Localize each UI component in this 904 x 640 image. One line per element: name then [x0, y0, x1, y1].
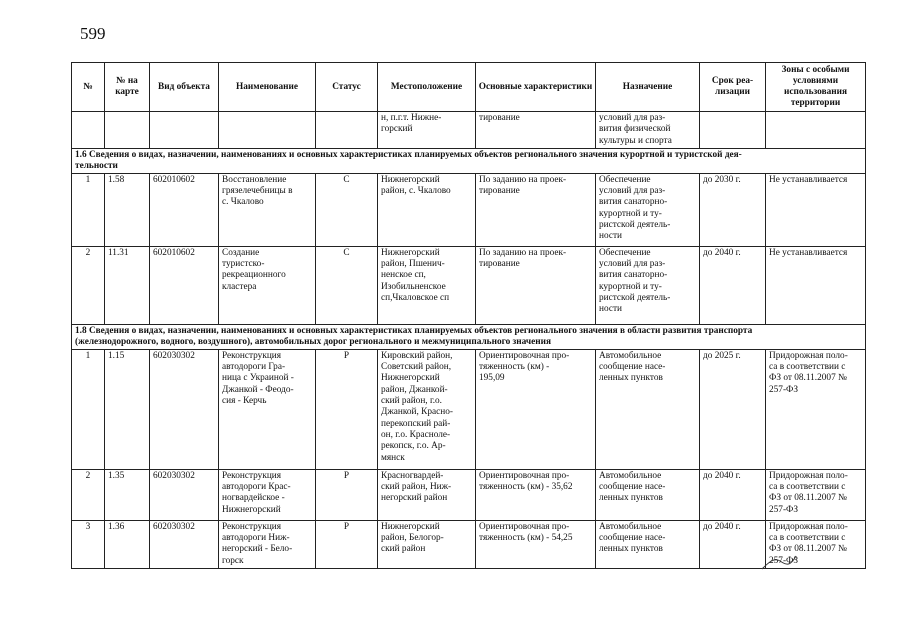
cell-object-type: 602030302: [150, 520, 219, 568]
cell-characteristics: Ориентировочная про- тяженность (км) - 195,09: [476, 349, 596, 469]
cell-zones: Не устанавливается: [766, 173, 866, 246]
cell-location: Нижнегорский район, с. Чкалово: [378, 173, 476, 246]
header-object-type: Вид объекта: [150, 63, 219, 112]
cell-status: Р: [316, 520, 378, 568]
header-status: Статус: [316, 63, 378, 112]
cell-location: н, п.г.т. Нижне- горский: [378, 112, 476, 149]
cell-name: Реконструкция автодороги Ниж- негорский - Бело- горск: [219, 520, 316, 568]
cell-object-type: 602030302: [150, 349, 219, 469]
table-row: [72, 246, 866, 324]
header-purpose: Назначение: [596, 63, 700, 112]
header-location: Местоположение: [378, 63, 476, 112]
section-title: 1.6 Сведения о видах, назначении, наименованиях и основных характеристиках планируемых объектов регионального значения курортной и туристской дея- тельности: [72, 148, 866, 173]
cell-purpose: Автомобильное сообщение насе- ленных пунктов: [596, 469, 700, 520]
cell-purpose: Обеспечение условий для раз- вития санаторно- курортной и ту- ристской деятель- ности: [596, 246, 700, 324]
cell-empty: [105, 112, 150, 149]
header-characteristics: Основные характеристики: [476, 63, 596, 112]
cell-zones: Придорожная поло- са в соответствии с ФЗ от 08.11.2007 № 257-ФЗ: [766, 349, 866, 469]
page-number: 599: [80, 24, 106, 43]
section-heading-row: [72, 324, 866, 349]
cell-map-no: 1.58: [105, 173, 150, 246]
cell-zones: Придорожная поло- са в соответствии с ФЗ от 08.11.2007 № 257-ФЗ: [766, 520, 866, 568]
section-heading-row: [72, 148, 866, 173]
cell-object-type: 602030302: [150, 469, 219, 520]
cell-num: 3: [72, 520, 105, 568]
cell-status: Р: [316, 349, 378, 469]
cell-name: Восстановление грязелечебницы в с. Чкалово: [219, 173, 316, 246]
cell-empty: [316, 112, 378, 149]
cell-object-type: 602010602: [150, 246, 219, 324]
table-row: [72, 469, 866, 520]
cell-num: 2: [72, 469, 105, 520]
cell-map-no: 11.31: [105, 246, 150, 324]
cell-num: 2: [72, 246, 105, 324]
cell-empty: [700, 112, 766, 149]
cell-term: до 2040 г.: [700, 246, 766, 324]
cell-status: С: [316, 173, 378, 246]
cell-empty: [219, 112, 316, 149]
cell-characteristics: По заданию на проек- тирование: [476, 173, 596, 246]
cell-status: С: [316, 246, 378, 324]
cell-term: до 2040 г.: [700, 469, 766, 520]
cell-empty: [150, 112, 219, 149]
planned-objects-table: [71, 62, 866, 569]
cell-characteristics: Ориентировочная про- тяженность (км) - 54,25: [476, 520, 596, 568]
cell-num: 1: [72, 349, 105, 469]
cell-characteristics: Ориентировочная про- тяженность (км) - 35,62: [476, 469, 596, 520]
cell-purpose: Обеспечение условий для раз- вития санаторно- курортной и ту- ристской деятель- ности: [596, 173, 700, 246]
header-map-no: № на карте: [105, 63, 150, 112]
cell-purpose: Автомобильное сообщение насе- ленных пунктов: [596, 349, 700, 469]
table-row: [72, 173, 866, 246]
cell-location: Нижнегорский район, Белогор- ский район: [378, 520, 476, 568]
cell-map-no: 1.36: [105, 520, 150, 568]
cell-characteristics: По заданию на проек- тирование: [476, 246, 596, 324]
cell-purpose: Автомобильное сообщение насе- ленных пунктов: [596, 520, 700, 568]
cell-characteristics: тирование: [476, 112, 596, 149]
cell-term: до 2025 г.: [700, 349, 766, 469]
cell-empty: [72, 112, 105, 149]
cell-map-no: 1.15: [105, 349, 150, 469]
table-row: [72, 520, 866, 568]
cell-location: Красногвардей- ский район, Ниж- негорский район: [378, 469, 476, 520]
cell-location: Нижнегорский район, Пшенич- ненское сп, Изобильненское сп,Чкаловское сп: [378, 246, 476, 324]
cell-name: Реконструкция автодороги Гра- ница с Украиной - Джанкой - Феодо- сия - Керчь: [219, 349, 316, 469]
header-zones: Зоны с особыми условиями использования территории: [766, 63, 866, 112]
cell-empty: [766, 112, 866, 149]
cell-term: до 2040 г.: [700, 520, 766, 568]
table-header-row: [72, 63, 866, 112]
table-row-continuation: [72, 112, 866, 149]
cell-location: Кировский район, Советский район, Нижнегорский район, Джанкой- ский район, г.о. Джанкой, Красно- перекопский рай- он, г.о. Красноле- рекопск, г.о. Ар- мянск: [378, 349, 476, 469]
cell-purpose: условий для раз- вития физической культуры и спорта: [596, 112, 700, 149]
header-name: Наименование: [219, 63, 316, 112]
cell-zones: Придорожная поло- са в соответствии с ФЗ от 08.11.2007 № 257-ФЗ: [766, 469, 866, 520]
cell-zones: Не устанавливается: [766, 246, 866, 324]
header-term: Срок реа-лизации: [700, 63, 766, 112]
table-row: [72, 349, 866, 469]
header-num: №: [72, 63, 105, 112]
cell-term: до 2030 г.: [700, 173, 766, 246]
cell-status: Р: [316, 469, 378, 520]
cell-name: Реконструкция автодороги Крас- ногвардейское - Нижнегорский: [219, 469, 316, 520]
cell-num: 1: [72, 173, 105, 246]
cell-name: Создание туристско- рекреационного кластера: [219, 246, 316, 324]
section-title: 1.8 Сведения о видах, назначении, наименованиях и основных характеристиках планируемых объектов регионального значения в области развития транспорта (железнодорожного, водного, воздушного), автомобильных дорог регионального и межмуниципального значения: [72, 324, 866, 349]
cell-object-type: 602010602: [150, 173, 219, 246]
cell-map-no: 1.35: [105, 469, 150, 520]
